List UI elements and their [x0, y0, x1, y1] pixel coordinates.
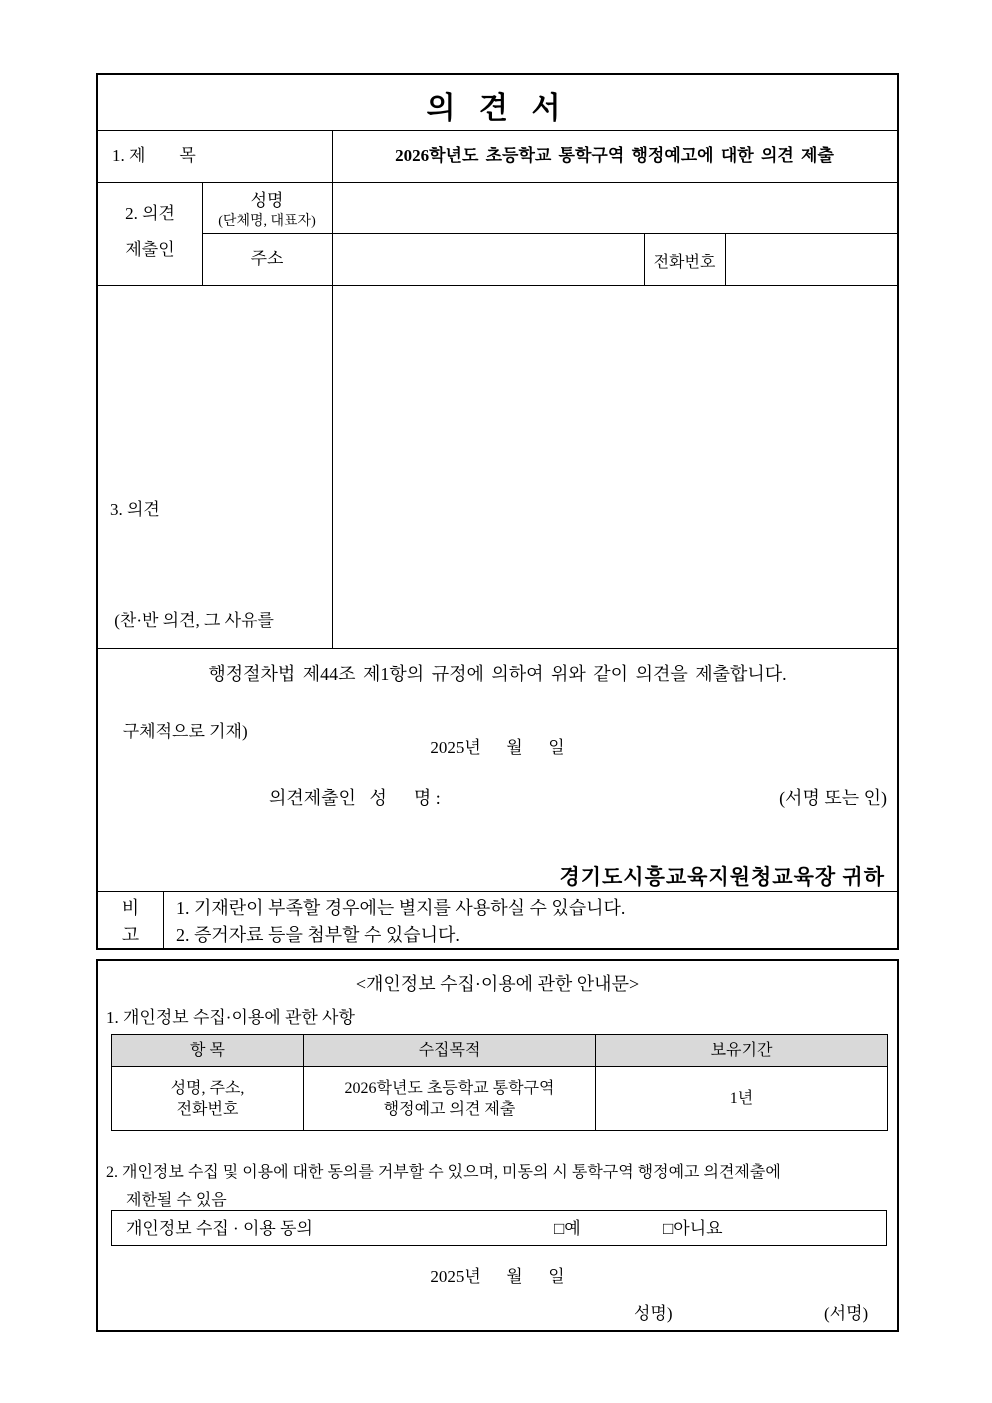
consent-no-option[interactable] — [663, 1218, 723, 1240]
opinion-label — [110, 417, 274, 824]
privacy-retention-cell: 1년 — [596, 1067, 888, 1131]
privacy-date-line: 2025년 월 일 — [430, 1267, 565, 1286]
name-label-cell — [202, 190, 332, 232]
privacy-purpose-cell — [304, 1067, 596, 1131]
address-label: 주소 — [250, 249, 284, 268]
subject-value: 2026학년도 초등학교 통학구역 행정예고에 대한 의견 제출 — [395, 146, 834, 165]
statement-text: 행정절차법 제44조 제1항의 규정에 의하여 위와 같이 의견을 제출합니다. — [208, 664, 787, 684]
remarks-label — [98, 895, 163, 949]
privacy-table-header-row — [112, 1035, 888, 1067]
consent-yes-option[interactable] — [554, 1218, 581, 1240]
privacy-col-item: 항 목 — [112, 1035, 304, 1067]
name-input-cell[interactable] — [332, 182, 897, 233]
sign-or-seal-note: (서명 또는 인) — [779, 788, 887, 808]
remarks-item-2: 2. 증거자료 등을 첨부할 수 있습니다. — [176, 925, 460, 945]
submitter-label — [98, 196, 202, 268]
subject-label: 1. 제 목 — [112, 146, 196, 165]
opinion-input-cell[interactable] — [332, 285, 897, 648]
form-title: 의 견 서 — [426, 92, 569, 125]
remarks-item-1: 1. 기재란이 부족할 경우에는 별지를 사용하실 수 있습니다. — [176, 898, 626, 918]
privacy-name-label: 성명) — [634, 1304, 673, 1323]
privacy-col-purpose: 수집목적 — [304, 1035, 596, 1067]
privacy-section2-line1: 2. 개인정보 수집 및 이용에 대한 동의를 거부할 수 있으며, 미동의 시 통학구역 행정예고 의견제출에 — [106, 1164, 781, 1181]
submitter-label-line1: 2. 의견 — [125, 204, 175, 223]
divider — [98, 891, 897, 892]
consent-label: 개인정보 수집 · 이용 동의 — [126, 1219, 313, 1238]
signer-name-label: 의견제출인 성 명 : — [269, 788, 441, 808]
address-input-cell[interactable] — [332, 233, 644, 285]
privacy-table — [111, 1034, 888, 1131]
privacy-purpose-line2: 행정예고 의견 제출 — [383, 1100, 516, 1118]
consent-row — [111, 1210, 887, 1246]
privacy-table-data-row — [112, 1067, 888, 1131]
privacy-purpose-line1: 2026학년도 초등학교 통학구역 — [344, 1079, 555, 1097]
divider — [163, 891, 164, 948]
opinion-label-line2: (찬·반 의견, 그 사유를 — [110, 611, 274, 630]
consent-no-label: 아니요 — [673, 1219, 723, 1238]
privacy-section2-line2: 제한될 수 있음 — [126, 1192, 227, 1209]
checkbox-no-icon[interactable]: □ — [663, 1219, 674, 1238]
privacy-col-retention: 보유기간 — [596, 1035, 888, 1067]
privacy-item-line2: 전화번호 — [176, 1100, 239, 1118]
privacy-sign-label: (서명) — [824, 1304, 869, 1323]
remarks-content — [176, 895, 891, 949]
recipient-line: 경기도시흥교육지원청교육장 귀하 — [559, 865, 885, 889]
privacy-section2 — [106, 1162, 894, 1211]
privacy-title: <개인정보 수집·이용에 관한 안내문> — [355, 974, 640, 994]
opinion-label-line1: 3. 의견 — [110, 500, 160, 519]
privacy-item-cell — [112, 1067, 304, 1131]
remarks-label-line1: 비 — [121, 898, 140, 918]
opinion-label-line3: 구체적으로 기재) — [110, 722, 248, 741]
opinion-form-table — [96, 73, 899, 950]
phone-label: 전화번호 — [653, 254, 716, 271]
date-line: 2025년 월 일 — [430, 738, 565, 757]
submitter-label-line2: 제출인 — [125, 240, 175, 259]
name-label-line2: (단체명, 대표자) — [218, 214, 316, 229]
privacy-section1-title: 1. 개인정보 수집·이용에 관한 사항 — [106, 1008, 355, 1027]
privacy-item-line1: 성명, 주소, — [170, 1079, 245, 1097]
privacy-notice-box — [96, 959, 899, 1332]
checkbox-yes-icon[interactable]: □ — [554, 1219, 565, 1238]
name-label-line1: 성명 — [250, 191, 284, 210]
consent-yes-label: 예 — [564, 1219, 581, 1238]
phone-input-cell[interactable] — [725, 233, 897, 285]
remarks-label-line2: 고 — [121, 925, 140, 945]
divider — [98, 130, 897, 131]
